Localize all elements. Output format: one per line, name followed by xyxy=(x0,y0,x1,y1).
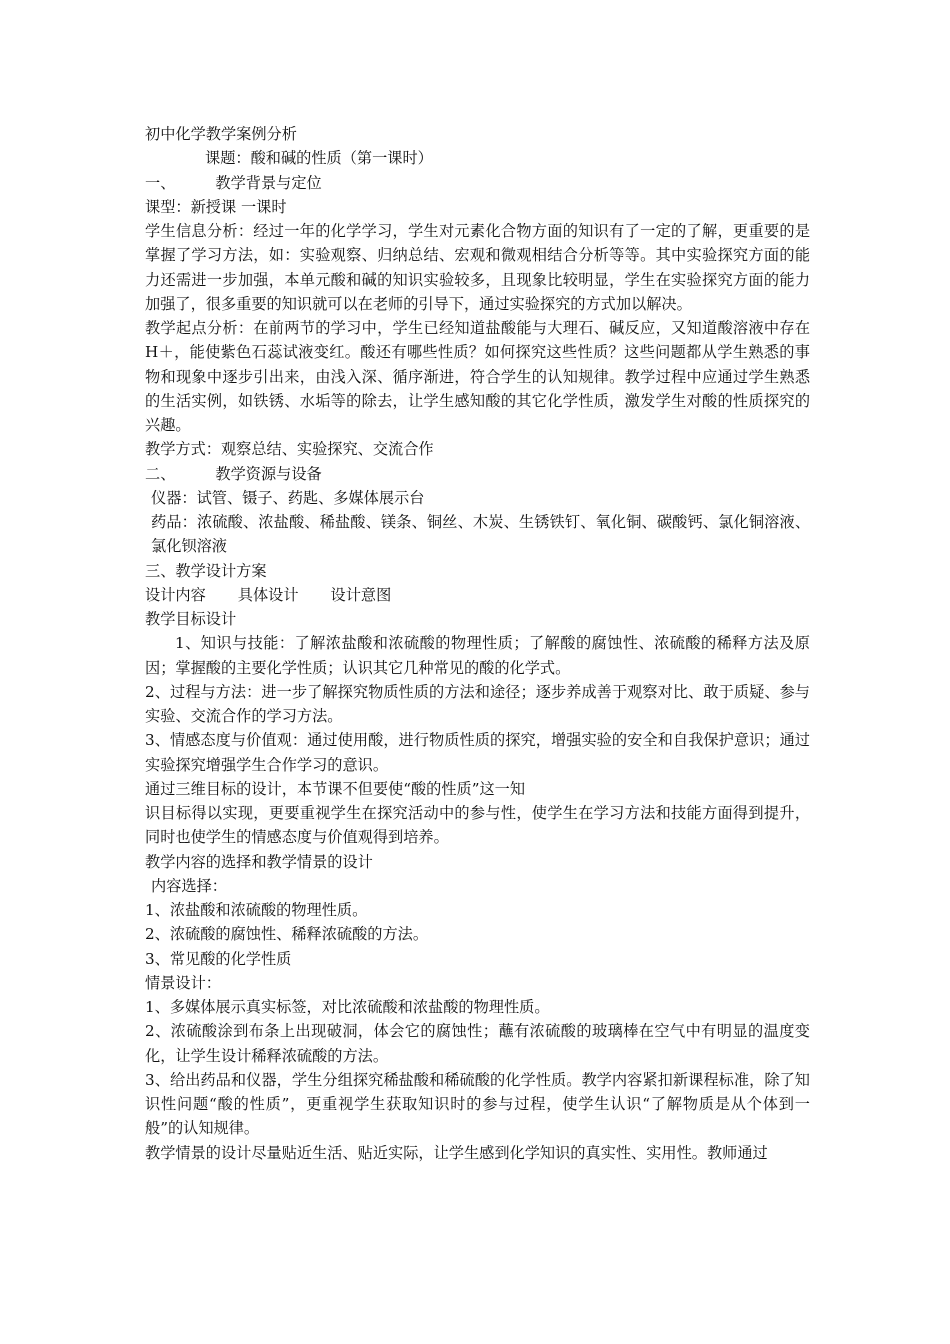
section-3-heading: 三、教学设计方案 xyxy=(145,561,267,580)
goal-intent-line2: 识目标得以实现，更要重视学生在探究活动中的参与性，使学生在学习方法和技能方面得到提升，同时也使学生的情感态度与价值观得到培养。 xyxy=(145,804,810,847)
scene-closing-line: 教学情景的设计尽量贴近生活、贴近实际，让学生感到化学知识的真实性、实用性。教师通过 xyxy=(145,1143,768,1162)
section-2-title: 教学资源与设备 xyxy=(215,464,322,483)
choice-item-2: 2、浓硫酸的腐蚀性、稀释浓硫酸的方法。 xyxy=(145,925,429,944)
goal-attitude: 3、情感态度与价值观：通过使用酸，进行物质性质的探究，增强实验的安全和自我保护意识；通过实验探究增强学生合作学习的意识。 xyxy=(145,731,810,774)
document-page xyxy=(145,122,810,1165)
goal-process: 2、过程与方法：进一步了解探究物质性质的方法和途径；逐步养成善于观察对比、敢于质疑、参与实验、交流合作的学习方法。 xyxy=(145,682,810,725)
section-2-number: 二、 xyxy=(145,464,176,483)
lesson-subject: 课题：酸和碱的性质（第一课时） xyxy=(205,149,433,168)
column-detail: 具体设计 xyxy=(237,585,299,604)
starting-point-analysis: 教学起点分析：在前两节的学习中，学生已经知道盐酸能与大理石、碱反应，又知道酸溶液中存在H＋，能使紫色石蕊试液变红。酸还有哪些性质？如何探究这些性质？这些问题都从学生熟悉的事物和现象中逐步引出来，由浅入深、循序渐进，符合学生的认知规律。教学过程中应通过学生熟悉的生活实例，如铁锈、水垢等的除去，让学生感知酸的其它化学性质，激发学生对酸的性质探究的兴趣。 xyxy=(145,319,810,434)
scene-item-3: 3、给出药品和仪器，学生分组探究稀盐酸和稀硫酸的化学性质。教学内容紧扣新课程标准，除了知识性问题“酸的性质”，更重视学生获取知识时的参与过程，使学生认识“了解物质是从个体到一般”的认知规律。 xyxy=(145,1070,810,1138)
chemicals: 药品：浓硫酸、浓盐酸、稀盐酸、镁条、铜丝、木炭、生锈铁钉、氧化铜、碳酸钙、氯化铜溶液、氯化钡溶液 xyxy=(151,513,810,556)
scene-item-1: 1、多媒体展示真实标签，对比浓硫酸和浓盐酸的物理性质。 xyxy=(145,998,550,1016)
section-2-heading xyxy=(145,462,810,486)
scene-item-2: 2、浓硫酸涂到布条上出现破洞，体会它的腐蚀性；蘸有浓硫酸的玻璃棒在空气中有明显的温度变化，让学生设计稀释浓硫酸的方法。 xyxy=(145,1022,810,1065)
column-intent: 设计意图 xyxy=(330,585,392,604)
choice-item-1: 1、浓盐酸和浓硫酸的物理性质。 xyxy=(145,901,368,919)
scene-design-label: 情景设计： xyxy=(145,973,221,992)
doc-title: 初中化学教学案例分析 xyxy=(145,125,297,143)
student-analysis: 学生信息分析：经过一年的化学学习，学生对元素化合物方面的知识有了一定的了解，更重要的是掌握了学习方法，如：实验观察、归纳总结、宏观和微观相结合分析等等。其中实验探究方面的能力还需进一步加强，本单元酸和碱的知识实验较多，且现象比较明显，学生在实验探究方面的能力加强了，很多重要的知识就可以在老师的引导下，通过实验探究的方式加以解决。 xyxy=(145,222,810,313)
section-1-heading xyxy=(145,171,810,195)
goal-knowledge: 1、知识与技能：了解浓盐酸和浓硫酸的物理性质；了解酸的腐蚀性、浓硫酸的稀释方法及原因；掌握酸的主要化学性质；认识其它几种常见的酸的化学式。 xyxy=(145,634,810,677)
content-choice-label: 内容选择： xyxy=(151,876,227,895)
goal-design-heading: 教学目标设计 xyxy=(145,610,237,628)
goal-intent-line1: 通过三维目标的设计，本节课不但要使“酸的性质”这一知 xyxy=(145,779,526,798)
course-type: 课型：新授课 一课时 xyxy=(145,197,287,216)
content-design-heading: 教学内容的选择和教学情景的设计 xyxy=(145,852,373,871)
column-content: 设计内容 xyxy=(145,585,206,604)
section-1-number: 一、 xyxy=(145,173,176,192)
design-columns xyxy=(145,583,810,607)
instruments: 仪器：试管、镊子、药匙、多媒体展示台 xyxy=(151,488,425,507)
section-1-title: 教学背景与定位 xyxy=(215,173,322,192)
choice-item-3: 3、常见酸的化学性质 xyxy=(145,949,292,968)
teaching-method: 教学方式：观察总结、实验探究、交流合作 xyxy=(145,440,434,459)
